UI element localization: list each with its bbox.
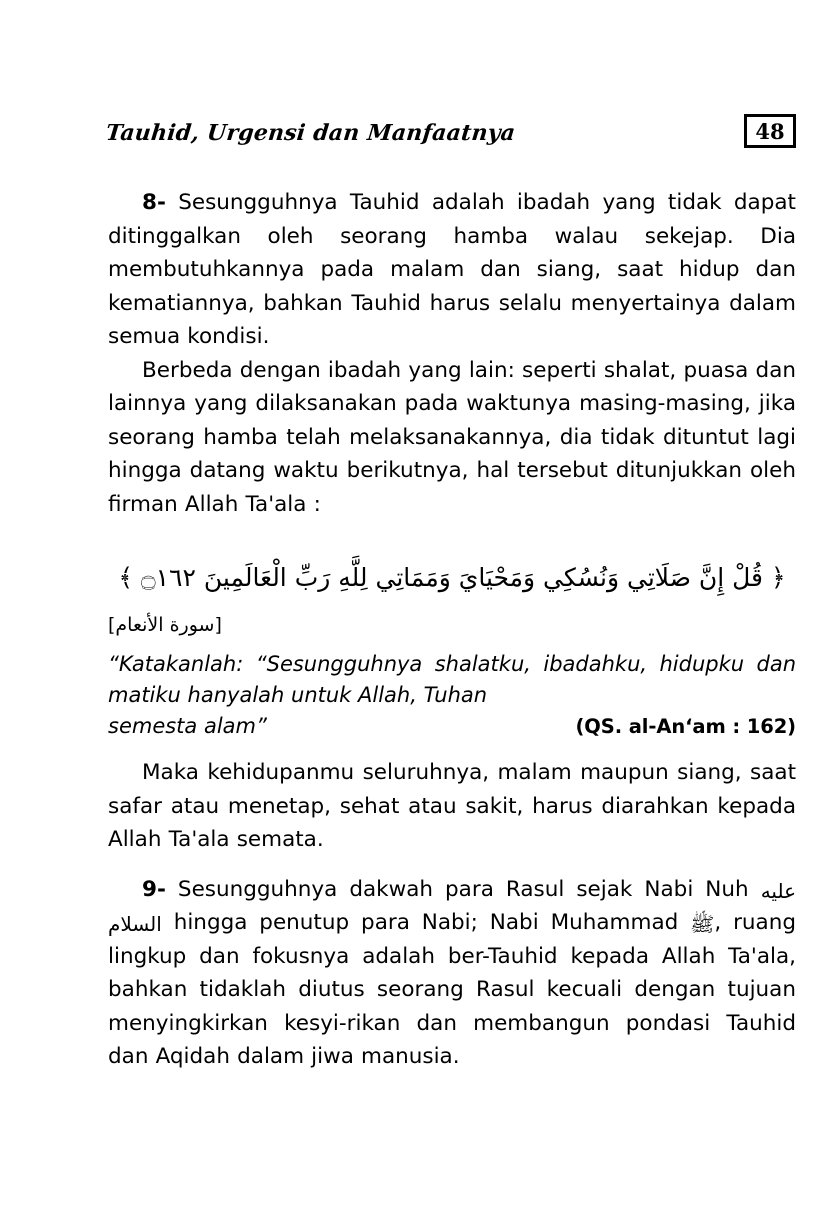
paragraph-item-9-part3: , ruang lingkup dan fokusnya adalah ber-Tauhid kepada Allah Ta'ala, bahkan tidaklah diutus seorang Rasul kecuali dengan tujuan menyingkirkan kesyi-rikan dan membangun pondasi Tauhid dan Aqidah dalam jiwa manusia. [108, 910, 796, 1069]
paragraph-item-9 [108, 873, 796, 1074]
surah-reference: [سورة الأنعام] [108, 614, 222, 636]
ayah-translation [108, 649, 796, 742]
page-number-box [744, 114, 796, 148]
quran-ayah-arabic: ﴿ قُلْ إِنَّ صَلَاتِي وَنُسُكِي وَمَحْيَايَ وَمَمَاتِي لِلَّهِ رَبِّ الْعَالَمِينَ ۝١٦٢ ﴾ [118, 563, 786, 592]
body-text-column [108, 186, 796, 1074]
page-header [106, 118, 796, 164]
ayah-translation-text: “Katakanlah: “Sesungguhnya shalatku, ibadahku, hidupku dan matiku hanyalah untuk Allah, Tuhan [108, 652, 796, 707]
paragraph-berbeda: Berbeda dengan ibadah yang lain: seperti shalat, puasa dan lainnya yang dilaksanakan pada waktunya masing-masing, jika seorang hamba telah melaksanakannya, dia tidak dituntut lagi hingga datang waktu berikutnya, hal tersebut ditunjukkan oleh firman Allah Ta'ala : [108, 357, 796, 517]
surah-reference-line [108, 611, 796, 639]
honorific-sallallahu-alayhi-wasallam-glyph: ﷺ [690, 912, 715, 936]
paragraph-item-9-part2: hingga penutup para Nabi; Nabi Muhammad [161, 910, 691, 935]
translation-citation-row [108, 711, 796, 742]
spacer-before-item-9 [108, 857, 796, 873]
quran-ayah-block [108, 551, 796, 605]
list-number-8: 8- [142, 190, 166, 215]
translation-tail: semesta alam” [108, 714, 267, 738]
header-title: Tauhid, Urgensi dan Manfaatnya [104, 120, 517, 146]
paragraph-item-8-text: Sesungguhnya Tauhid adalah ibadah yang tidak dapat ditinggalkan oleh seorang hamba walau sekejap. Dia membutuhkannya pada malam dan siang, saat hidup dan kematiannya, bahkan Tauhid harus selalu menyertainya dalam semua kondisi. [108, 190, 796, 349]
honorific-alayhis-salam-glyph: عليه السلام [108, 878, 796, 936]
paragraph-maka: Maka kehidupanmu seluruhnya, malam maupun siang, saat safar atau menetap, sehat atau sakit, harus diarahkan kepada Allah Ta'ala semata. [108, 760, 796, 852]
list-number-9: 9- [142, 876, 166, 902]
page-number: 48 [755, 118, 785, 144]
paragraph-item-9-part1: Sesungguhnya dakwah para Rasul sejak Nabi Nuh [165, 876, 761, 902]
paragraph-item-8 [108, 186, 796, 354]
spacer-after-translation [108, 742, 796, 756]
quran-citation: (QS. al-An‘am : 162) [575, 715, 796, 738]
ayah-translation-last-line [108, 711, 796, 742]
